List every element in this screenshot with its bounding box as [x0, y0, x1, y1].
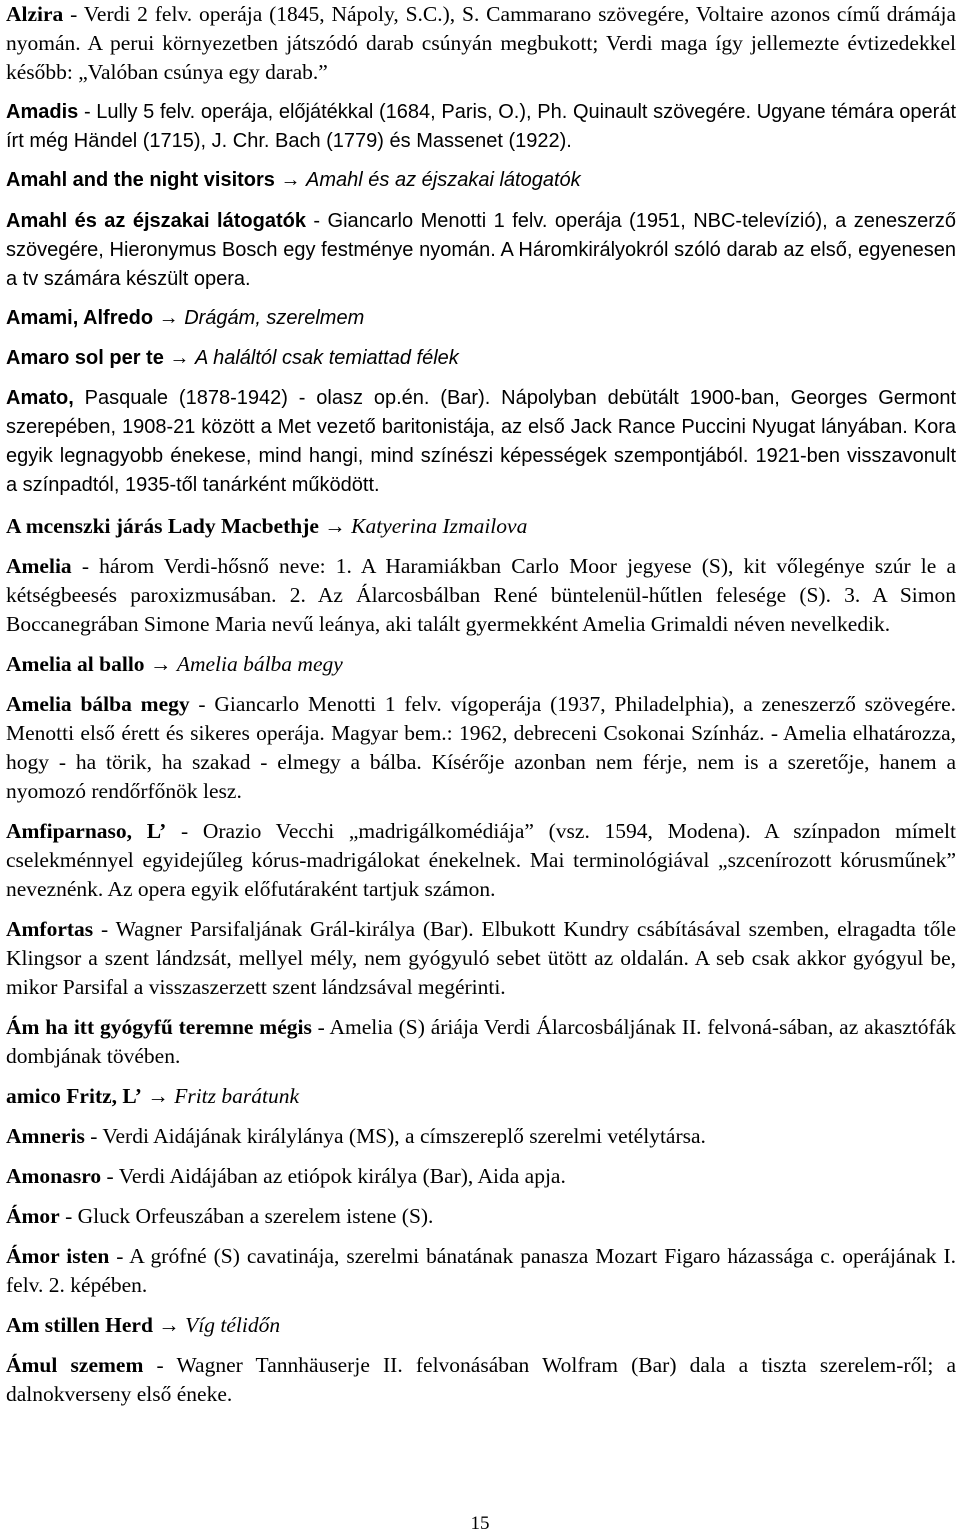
entry-text: - Wagner Parsifaljának Grál-királya (Bar). Elbukott Kundry csábításával szemben, elragadta tőle Klingsor a szent lándzsát, mellyel mély, nem gyógyuló sebet ütött az oldalán. A seb csak akkor gyógyul be, mikor Parsifal a visszaszerzett szent lándzsával megérinti. [6, 917, 956, 999]
cross-reference: A haláltól csak temiattad félek [194, 347, 459, 369]
entry-text: Pasquale (1878-1942) - olasz op.én. (Bar). Nápolyban debütált 1900-ban, Georges Germont szerepében, 1908-21 között a Met vezető baritonistája, az első Jack Rance Puccini Nyugat lányában. Kora egyik legnagyobb énekese, mind hangi, mind színészi képességek szempontjából. 1921-ben visszavonult a színpadtól, 1935-től tanárként működött. [6, 387, 956, 496]
entry-amfortas [6, 915, 956, 1002]
entry-head: Amaro sol per te [6, 347, 164, 369]
entry-mcenszki [6, 512, 956, 541]
arrow-icon: → [274, 169, 307, 191]
entry-amato [6, 384, 956, 500]
entry-head: Amadis [6, 101, 79, 123]
entry-head: Ámul szemem [6, 1353, 144, 1377]
entry-text: - Wagner Tannhäuserje II. felvonásában Wolfram (Bar) dala a tiszta szerelem-ről; a dalnokverseny első éneke. [6, 1353, 956, 1406]
entry-amami [6, 304, 956, 333]
entry-text: - Verdi Aidájának királylánya (MS), a címszereplő szerelmi vetélytársa. [84, 1124, 706, 1148]
entry-amor [6, 1202, 956, 1231]
entry-head: Alzira [6, 2, 64, 26]
entry-head: Amelia bálba megy [6, 692, 190, 716]
cross-reference: Fritz barátunk [174, 1084, 300, 1108]
entry-amahl [6, 207, 956, 294]
entry-text: - Orazio Vecchi „madrigálkomédiája” (vsz. 1594, Modena). A színpadon mímelt cselekménnyel egyidejűleg kórus-madrigálokat énekelnek. Mai terminológiával „szcenírozott kórusműnek” neveznénk. Az opera egyik előfutáraként tartjuk számon. [6, 819, 957, 901]
entry-head: Amelia al ballo [6, 652, 145, 676]
entry-head: Amahl és az éjszakai látogatók [6, 210, 306, 232]
entry-text: - Lully 5 felv. operája, előjátékkal (1684, Paris, O.), Ph. Quinault szövegére. Ugyane témára operát írt még Händel (1715), J. Chr. Bach (1779) és Massenet (1922). [6, 101, 956, 152]
arrow-icon: → [163, 347, 195, 369]
entry-text: - Verdi Aidájában az etiópok királya (Bar), Aida apja. [101, 1164, 566, 1188]
arrow-icon: → [152, 1313, 186, 1337]
page-number: 15 [470, 1513, 490, 1534]
entry-text: - Giancarlo Menotti 1 felv. operája (1951, NBC-televízió), a zeneszerző szövegére, Hieronymus Bosch egy festménye nyomán. A Háromkirályokról szóló darab az első, egyenesen a tv számára készült opera. [6, 210, 956, 290]
entry-text: - Verdi 2 felv. operája (1845, Nápoly, S.C.), S. Cammarano szövegére, Voltaire azonos című drámája nyomán. A perui környezetben játszódó darab csúnyán megbukott; Verdi maga így jellemezte évtizedekkel később: „Valóban csúnya egy darab.” [6, 2, 956, 84]
entry-head: Ámor isten [6, 1244, 110, 1268]
entry-amelia-al-ballo [6, 650, 956, 679]
entry-text: - Giancarlo Menotti 1 felv. vígoperája (1937, Philadelphia), a zeneszerző szövegére. Menotti első érett és sikeres operája. Magyar bem.: 1962, debreceni Csokonai Színház. - Amelia elhatározza, hogy - ha törik, ha szakad - elmegy a bálba. Kísérője azonban nem férje, nem is a szeretője, hanem a nyomozó rendőrfőnök lesz. [6, 692, 956, 803]
entry-head: Am stillen Herd [6, 1313, 153, 1337]
entry-alzira [6, 0, 956, 87]
entry-head: Amelia [6, 554, 72, 578]
entry-text: - A grófné (S) cavatinája, szerelmi bánatának panasza Mozart Figaro házassága c. operájának I. felv. 2. képében. [6, 1244, 957, 1297]
entry-head: amico Fritz, L’ [6, 1084, 142, 1108]
cross-reference: Amahl és az éjszakai látogatók [306, 169, 581, 191]
entry-amelia [6, 552, 956, 639]
entry-amor-isten [6, 1242, 956, 1300]
entry-text: - Gluck Orfeuszában a szerelem istene (S). [59, 1204, 434, 1228]
entry-head: Ám ha itt gyógyfű teremne mégis [6, 1015, 312, 1039]
entry-head: Amneris [6, 1124, 85, 1148]
cross-reference: Amelia bálba megy [176, 652, 343, 676]
entry-amico-fritz [6, 1082, 956, 1111]
entry-am-ha-itt [6, 1013, 956, 1071]
cross-reference: Drágám, szerelmem [184, 307, 365, 329]
entry-amul-szemem [6, 1351, 956, 1409]
entry-amfiparnaso [6, 817, 956, 904]
page-content [6, 0, 956, 1409]
entry-amelia-balba [6, 690, 956, 806]
entry-amadis [6, 98, 956, 156]
entry-head: Ámor [6, 1204, 60, 1228]
arrow-icon: → [318, 514, 352, 538]
entry-text: - Amelia (S) áriája Verdi Álarcosbáljának II. felvoná-sában, az akasztófák dombjának tövében. [6, 1015, 956, 1068]
entry-head: Amonasro [6, 1164, 102, 1188]
entry-head: Amfortas [6, 917, 94, 941]
arrow-icon: → [144, 652, 177, 676]
arrow-icon: → [153, 307, 185, 329]
entry-amonasro [6, 1162, 956, 1191]
entry-head: Amato, [6, 387, 74, 409]
entry-text: - három Verdi-hősnő neve: 1. A Haramiákban Carlo Moor jegyese (S), kit vőlegénye szúr le a kétségbeesés paroxizmusában. 2. Az Álarcosbálban René büntelenül-hűtlen felesége (S). 3. A Simon Boccanegrában Simone Maria nevű leánya, aki talált gyermekként Amelia Grimaldi néven nevelkedik. [6, 554, 956, 636]
entry-amaro [6, 344, 956, 373]
entry-am-stillen-herd [6, 1311, 956, 1340]
cross-reference: Katyerina Izmailova [351, 514, 528, 538]
entry-head: Amfiparnaso, L’ [6, 819, 167, 843]
entry-amahl-ref [6, 166, 956, 195]
entry-head: A mcenszki járás Lady Macbethje [6, 514, 319, 538]
entry-amneris [6, 1122, 956, 1151]
entry-head: Amahl and the night visitors [6, 169, 275, 191]
entry-head: Amami, Alfredo [6, 307, 154, 329]
cross-reference: Víg télidőn [185, 1313, 281, 1337]
arrow-icon: → [141, 1084, 175, 1108]
